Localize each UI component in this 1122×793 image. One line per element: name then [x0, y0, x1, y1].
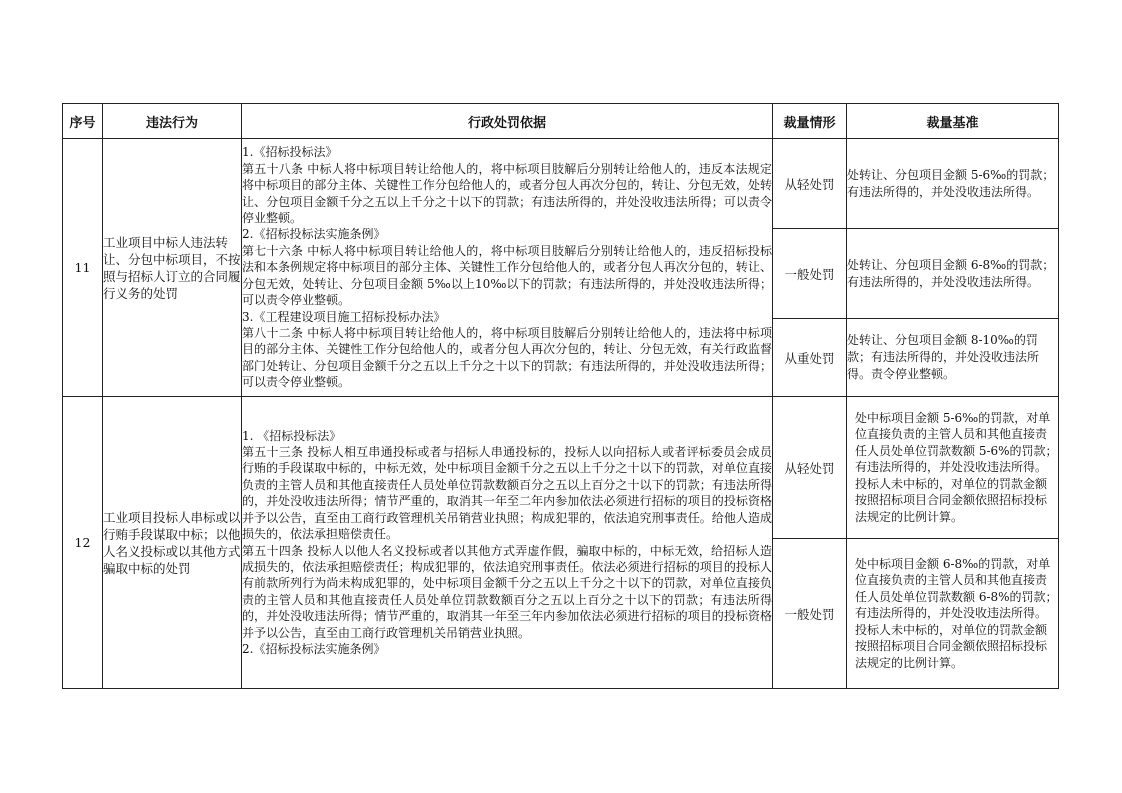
header-circumstance: 裁量情形	[773, 104, 847, 139]
basis-line: 2.《招标投标法实施条例》	[242, 641, 386, 656]
circumstance-cell: 从轻处罚	[773, 139, 847, 229]
standard-cell: 处中标项目金额 6-8‰的罚款，对单位直接负责的主管人员和其他直接责任人员处单位罚款数额 6-8%的罚款；有违法所得的，并处没收违法所得。投标人未中标的，对单位的罚款金额按照招标项目合同金额依照招标投标法规定的比例计算。	[847, 539, 1059, 689]
standard-cell: 处转让、分包项目金额 6-8‰的罚款；有违法所得的，并处没收违法所得。	[847, 229, 1059, 319]
standard-cell: 处转让、分包项目金额 5-6‰的罚款；有违法所得的，并处没收违法所得。	[847, 139, 1059, 229]
basis-line: 3.《工程建设项目施工招标投标办法》	[242, 309, 446, 324]
basis-line: 2.《招标投标法实施条例》	[242, 227, 386, 242]
standard-cell: 处中标项目金额 5-6‰的罚款，对单位直接负责的主管人员和其他直接责任人员处单位罚款数额 5-6%的罚款；有违法所得的，并处没收违法所得。投标人未中标的，对单位的罚款金额按照招标项目合同金额依照招标投标法规定的比例计算。	[847, 397, 1059, 539]
violation-text: 工业项目投标人串标或以行贿手段谋取中标；以他人名义投标或以其他方式骗取中标的处罚	[103, 397, 242, 689]
penalty-standard-table	[62, 103, 1059, 689]
circumstance-cell: 一般处罚	[773, 539, 847, 689]
circumstance-cell: 从轻处罚	[773, 397, 847, 539]
row-number: 11	[63, 139, 103, 397]
penalty-basis	[242, 139, 773, 397]
penalty-basis	[242, 397, 773, 689]
basis-line: 第五十八条 中标人将中标项目转让给他人的，将中标项目肢解后分别转让给他人的，违反本法规定将中标项目的部分主体、关键性工作分包给他人的，或者分包人再次分包的，转让、分包无效，处转让、分包项目金额千分之五以上千分之十以下的罚款；有违法所得的，并处没收违法所得；可以责令停业整顿。	[242, 161, 772, 226]
basis-line: 第五十三条 投标人相互串通投标或者与招标人串通投标的，投标人以向招标人或者评标委员会成员行贿的手段谋取中标的，中标无效，处中标项目金额千分之五以上千分之十以下的罚款，对单位直接负责的主管人员和其他直接责任人员处单位罚款数额百分之五以上百分之十以下的罚款；有违法所得的，并处没收违法所得；情节严重的，取消其一年至二年内参加依法必须进行招标的项目的投标资格并予以公告，直至由工商行政管理机关吊销营业执照；构成犯罪的，依法追究刑事责任。给他人造成损失的，依法承担赔偿责任。	[242, 445, 772, 542]
header-no: 序号	[63, 104, 103, 139]
header-basis: 行政处罚依据	[242, 104, 773, 139]
basis-line: 第七十六条 中标人将中标项目转让给他人的，将中标项目肢解后分别转让给他人的，违反招标投标法和本条例规定将中标项目的部分主体、关键性工作分包给他人的，或者分包人再次分包的，转让、分包无效，处转让、分包项目金额 5‰以上10‰以下的罚款；有违法所得的，并处没收违法所得；可以责令停业整顿。	[242, 243, 772, 308]
violation-text: 工业项目中标人违法转让、分包中标项目，不按照与招标人订立的合同履行义务的处罚	[103, 139, 242, 397]
basis-line: 1. 《招标投标法》	[242, 428, 342, 443]
header-row	[63, 104, 1059, 139]
basis-line: 第五十四条 投标人以他人名义投标或者以其他方式弄虚作假，骗取中标的，中标无效，给招标人造成损失的，依法承担赔偿责任；构成犯罪的，依法追究刑事责任。依法必须进行招标的项目的投标人有前款所列行为尚未构成犯罪的，处中标项目金额千分之五以上千分之十以下的罚款，对单位直接负责的主管人员和其他直接责任人员处单位罚款数额百分之五以上百分之十以下的罚款；有违法所得的，并处没收违法所得；情节严重的，取消其一年至三年内参加依法必须进行招标的项目的投标资格并予以公告，直至由工商行政管理机关吊销营业执照。	[242, 543, 772, 640]
basis-line: 第八十二条 中标人将中标项目转让给他人的，将中标项目肢解后分别转让给他人的，违法将中标项目的部分主体、关键性工作分包给他人的，或者分包人再次分包的，转让、分包无效，有关行政监督部门处转让、分包项目金额千分之五以上千分之十以下的罚款；有违法所得的，并处没收违法所得；可以责令停业整顿。	[242, 325, 772, 390]
table-row	[63, 397, 1059, 539]
basis-line: 1.《招标投标法》	[242, 145, 338, 160]
header-standard: 裁量基准	[847, 104, 1059, 139]
table-row	[63, 139, 1059, 229]
standard-cell: 处转让、分包项目金额 8-10‰的罚款；有违法所得的，并处没收违法所得。责令停业整顿。	[847, 319, 1059, 397]
circumstance-cell: 一般处罚	[773, 229, 847, 319]
header-act: 违法行为	[103, 104, 242, 139]
circumstance-cell: 从重处罚	[773, 319, 847, 397]
row-number: 12	[63, 397, 103, 689]
